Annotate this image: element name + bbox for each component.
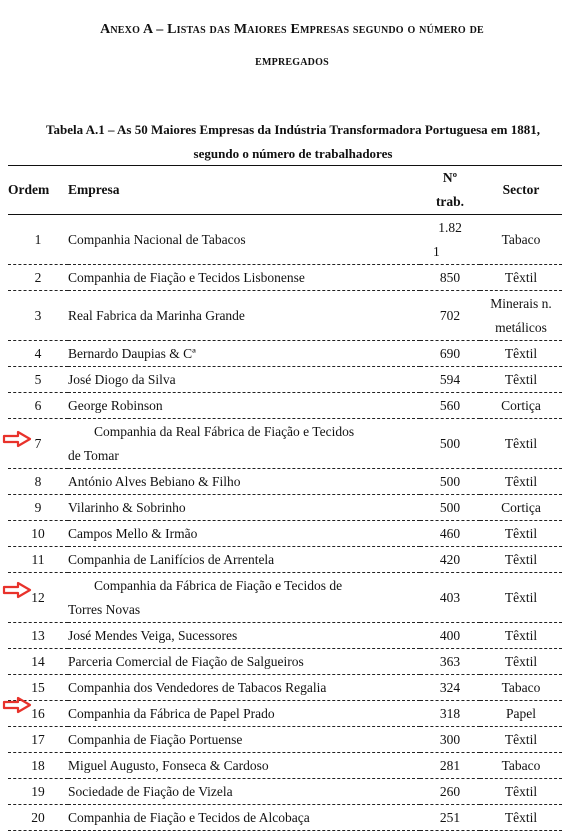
table-row: [8, 779, 562, 805]
cell-empresa: José Diogo da Silva: [68, 371, 176, 387]
table-row: [8, 419, 562, 469]
cell-sector: Têxtil: [504, 435, 538, 451]
cell-n-line1: 1.82: [438, 219, 462, 235]
cell-ordem: 14: [31, 653, 45, 669]
cell-n-trab: 324: [439, 679, 461, 695]
cell-sector: Papel: [506, 705, 536, 721]
cell-sector: [480, 291, 562, 341]
cell-empresa: Campos Mello & Irmão: [68, 525, 198, 541]
cell-empresa-line1: Companhia da Real Fábrica de Fiação e Tecidos: [94, 423, 355, 439]
cell-empresa: Companhia Nacional de Tabacos: [68, 231, 246, 247]
cell-empresa: Companhia de Fiação e Tecidos Lisbonense: [68, 269, 305, 285]
cell-n-trab: 400: [439, 627, 461, 643]
cell-sector: Têxtil: [504, 473, 538, 489]
annex-title-text-2: empregados: [255, 54, 329, 69]
cell-sector: Têxtil: [504, 551, 538, 567]
cell-n-trab: 281: [439, 757, 461, 773]
cell-n-trab: 260: [439, 783, 461, 799]
table-row: [8, 675, 562, 701]
table-row: [8, 265, 562, 291]
cell-sector: Têxtil: [504, 589, 538, 605]
cell-n-trab: 594: [439, 371, 461, 387]
table-row: [8, 573, 562, 623]
table-row: [8, 547, 562, 573]
table-row: [8, 649, 562, 675]
cell-sector: Têxtil: [504, 783, 538, 799]
right-arrow-outline-icon: [2, 696, 32, 714]
cell-sector-line2: metálicos: [495, 319, 547, 335]
table-row: [8, 291, 562, 341]
table-row: [8, 753, 562, 779]
table-row: [8, 727, 562, 753]
cell-sector: Tabaco: [501, 757, 541, 773]
cell-ordem: 11: [31, 551, 45, 567]
cell-empresa: Companhia de Lanifícios de Arrentela: [68, 551, 275, 567]
cell-ordem: 18: [31, 757, 45, 773]
right-arrow-outline-icon: [2, 581, 32, 599]
header-sector: Sector: [480, 166, 562, 215]
table-row: [8, 367, 562, 393]
cell-ordem: 1: [34, 231, 42, 247]
cell-n-trab: 500: [439, 435, 461, 451]
table-header-row: [8, 166, 562, 215]
cell-n-trab: 403: [439, 589, 461, 605]
cell-ordem: 13: [31, 627, 45, 643]
table-row: [8, 701, 562, 727]
table-row: [8, 215, 562, 265]
table-row: [8, 805, 562, 831]
header-empresa: Empresa: [68, 166, 420, 215]
cell-n-trab: 560: [439, 397, 461, 413]
cell-ordem: 3: [34, 307, 42, 323]
cell-sector: Cortiça: [501, 397, 541, 413]
header-n-line1: Nº: [442, 170, 458, 185]
annex-title-line-2: [18, 54, 566, 70]
cell-empresa: Vilarinho & Sobrinho: [68, 499, 186, 515]
cell-ordem: 10: [31, 525, 45, 541]
cell-n-trab: 690: [439, 345, 461, 361]
cell-empresa: [68, 573, 420, 623]
cell-ordem: 7: [34, 435, 42, 451]
cell-sector: Têxtil: [504, 731, 538, 747]
cell-ordem: 16: [31, 705, 45, 721]
cell-ordem: 2: [34, 269, 42, 285]
cell-empresa-line2: Torres Novas: [68, 601, 141, 617]
table-row: [8, 469, 562, 495]
cell-n-trab: 363: [439, 653, 461, 669]
cell-sector: Têxtil: [504, 345, 538, 361]
cell-empresa: Parceria Comercial de Fiação de Salgueiros: [68, 653, 304, 669]
table-row: [8, 495, 562, 521]
cell-ordem: 6: [34, 397, 42, 413]
cell-n-trab: 850: [439, 269, 461, 285]
cell-empresa: António Alves Bebiano & Filho: [68, 473, 241, 489]
right-arrow-outline-icon: [2, 430, 32, 448]
cell-empresa: Real Fabrica da Marinha Grande: [68, 307, 245, 323]
header-n-line2: trab.: [435, 194, 465, 209]
table-row: [8, 623, 562, 649]
cell-empresa-line2: de Tomar: [68, 447, 119, 463]
cell-ordem: 8: [34, 473, 42, 489]
cell-empresa: Miguel Augusto, Fonseca & Cardoso: [68, 757, 269, 773]
cell-sector: Tabaco: [501, 679, 541, 695]
cell-empresa: Sociedade de Fiação de Vizela: [68, 783, 233, 799]
cell-sector: Têxtil: [504, 653, 538, 669]
header-ordem: Ordem: [8, 166, 68, 215]
cell-ordem: 9: [34, 499, 42, 515]
cell-empresa: Bernardo Daupias & Cª: [68, 345, 196, 361]
cell-empresa: Companhia dos Vendedores de Tabacos Regalia: [68, 679, 327, 695]
cell-empresa: [68, 419, 420, 469]
cell-sector: Têxtil: [504, 809, 538, 825]
cell-ordem: 5: [34, 371, 42, 387]
table-row: [8, 521, 562, 547]
cell-empresa: Companhia de Fiação e Tecidos de Alcobaça: [68, 809, 310, 825]
cell-sector-line1: Minerais n.: [490, 295, 552, 311]
table-row: [8, 393, 562, 419]
cell-n-trab: 318: [439, 705, 461, 721]
header-n-trab: [420, 166, 480, 215]
cell-n-trab: 300: [439, 731, 461, 747]
cell-ordem: 4: [34, 345, 42, 361]
annex-title-line-1: [18, 22, 566, 38]
cell-sector: Têxtil: [504, 627, 538, 643]
cell-empresa: George Robinson: [68, 397, 163, 413]
cell-ordem: 19: [31, 783, 45, 799]
cell-n-trab: 251: [439, 809, 461, 825]
cell-sector: Tabaco: [501, 231, 541, 247]
cell-sector: Cortiça: [501, 499, 541, 515]
cell-n-trab: 500: [439, 499, 461, 515]
cell-n-trab: 702: [439, 307, 461, 323]
cell-empresa: Companhia de Fiação Portuense: [68, 731, 243, 747]
cell-empresa: José Mendes Veiga, Sucessores: [68, 627, 238, 643]
cell-sector: Têxtil: [504, 525, 538, 541]
cell-n-trab: 500: [439, 473, 461, 489]
table-caption: Tabela A.1 – As 50 Maiores Empresas da Indústria Transformadora Portuguesa em 1881, segundo o número de trabalhadores: [45, 122, 541, 161]
cell-n-trab: [420, 215, 480, 265]
cell-sector: Têxtil: [504, 371, 538, 387]
cell-n-trab: 460: [439, 525, 461, 541]
cell-empresa: Companhia da Fábrica de Papel Prado: [68, 705, 275, 721]
cell-ordem: 20: [31, 809, 45, 825]
cell-ordem: 15: [31, 679, 45, 695]
table-row: [8, 341, 562, 367]
cell-empresa-line1: Companhia da Fábrica de Fiação e Tecidos de: [94, 577, 343, 593]
cell-ordem: 17: [31, 731, 45, 747]
companies-table: [8, 165, 562, 831]
cell-n-trab: 420: [439, 551, 461, 567]
annex-title-text: Anexo A – Listas das Maiores Empresas segundo o número de: [100, 22, 484, 37]
cell-ordem: 12: [31, 589, 45, 605]
cell-sector: Têxtil: [504, 269, 538, 285]
cell-n-line2: 1: [433, 243, 440, 259]
